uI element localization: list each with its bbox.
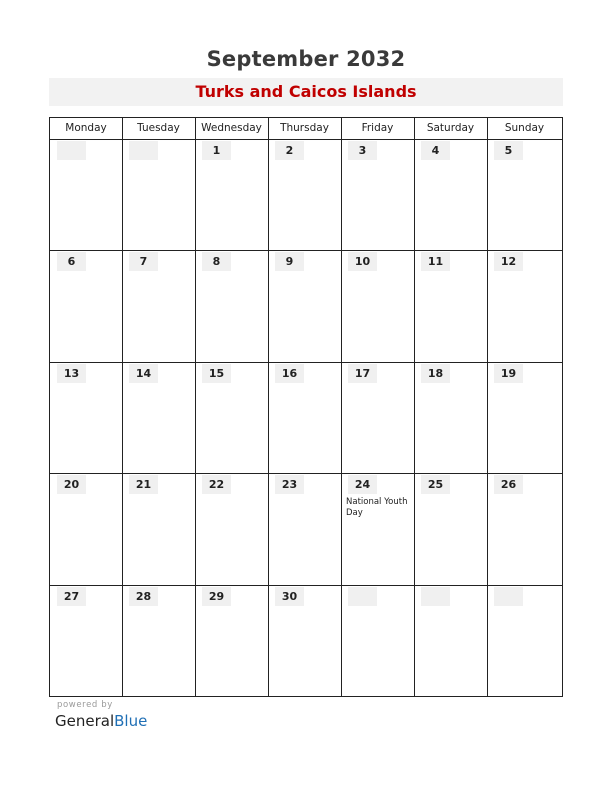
day-number-box (129, 364, 158, 383)
day-number-box (275, 475, 304, 494)
day-cell[interactable] (414, 473, 487, 584)
day-number-box (57, 475, 86, 494)
day-cell[interactable] (487, 585, 562, 696)
day-number-box (421, 364, 450, 383)
country-name: Turks and Caicos Islands (195, 82, 417, 101)
calendar-title: September 2032 (206, 47, 406, 71)
day-cell[interactable] (50, 585, 122, 696)
holiday-event: National Youth Day (346, 497, 408, 518)
weekday-saturday: Saturday (426, 122, 475, 134)
day-number: 17 (354, 367, 371, 380)
day-number-box (421, 587, 450, 606)
day-number: 24 (354, 478, 371, 491)
day-number-box (348, 252, 377, 271)
day-cell[interactable] (195, 250, 268, 361)
day-number-box (494, 141, 523, 160)
day-number: 14 (135, 367, 152, 380)
day-cell[interactable] (487, 139, 562, 250)
day-cell[interactable] (50, 250, 122, 361)
day-number: 16 (281, 367, 298, 380)
weekday-monday: Monday (65, 122, 107, 134)
day-cell[interactable] (268, 473, 341, 584)
day-number: 7 (139, 255, 148, 268)
day-number: 1 (212, 144, 221, 157)
weekday-header-row (50, 118, 562, 140)
day-cell[interactable] (414, 585, 487, 696)
day-number: 18 (427, 367, 444, 380)
day-cell[interactable] (50, 473, 122, 584)
weekday-tuesday: Tuesday (137, 122, 180, 134)
brand-general: General (55, 712, 115, 730)
day-number-box (421, 252, 450, 271)
day-number-box (57, 141, 86, 160)
day-number-box (348, 587, 377, 606)
day-number: 26 (500, 478, 517, 491)
day-number (348, 587, 377, 606)
day-number-box (275, 364, 304, 383)
day-number-box (57, 364, 86, 383)
day-number-box (129, 475, 158, 494)
day-cell[interactable] (341, 250, 414, 361)
day-number-box (421, 141, 450, 160)
day-number: 11 (427, 255, 444, 268)
day-cell[interactable] (268, 585, 341, 696)
day-number-box (348, 141, 377, 160)
day-number-box (494, 364, 523, 383)
day-cell[interactable] (122, 473, 195, 584)
day-number: 2 (285, 144, 294, 157)
weekday-friday: Friday (361, 122, 394, 134)
day-number (129, 141, 158, 160)
day-number: 21 (135, 478, 152, 491)
weekday-thursday: Thursday (280, 122, 329, 134)
weekday-sunday: Sunday (504, 122, 545, 134)
day-number: 27 (63, 590, 80, 603)
day-cell[interactable] (341, 362, 414, 473)
day-number-box (494, 475, 523, 494)
day-number: 29 (208, 590, 225, 603)
day-cell[interactable] (487, 362, 562, 473)
day-number: 25 (427, 478, 444, 491)
day-cell[interactable] (487, 250, 562, 361)
day-cell[interactable] (268, 250, 341, 361)
day-number-box (348, 475, 377, 494)
day-cell[interactable] (122, 585, 195, 696)
day-number: 10 (354, 255, 371, 268)
generalblue-logo[interactable] (55, 712, 147, 730)
day-cell[interactable] (195, 473, 268, 584)
day-number: 22 (208, 478, 225, 491)
day-cell[interactable] (195, 362, 268, 473)
day-number-box (129, 141, 158, 160)
day-number: 6 (67, 255, 76, 268)
day-cell[interactable] (50, 362, 122, 473)
day-number: 9 (285, 255, 294, 268)
day-number-box (275, 587, 304, 606)
day-cell[interactable] (414, 139, 487, 250)
day-cell[interactable] (268, 139, 341, 250)
day-number: 5 (504, 144, 513, 157)
day-number-box (202, 475, 231, 494)
day-number-box (57, 587, 86, 606)
brand-blue: Blue (114, 712, 148, 730)
day-number-box (494, 587, 523, 606)
day-cell[interactable] (414, 250, 487, 361)
day-number: 13 (63, 367, 80, 380)
calendar-grid (49, 117, 563, 697)
day-number-box (202, 141, 231, 160)
day-number-box (421, 475, 450, 494)
day-cell[interactable] (414, 362, 487, 473)
weekday-wednesday: Wednesday (201, 122, 262, 134)
day-cell[interactable] (487, 473, 562, 584)
day-number: 12 (500, 255, 517, 268)
country-banner (49, 78, 563, 106)
day-cell[interactable] (341, 473, 414, 584)
day-number-box (494, 252, 523, 271)
day-number: 8 (212, 255, 221, 268)
day-cell[interactable] (268, 362, 341, 473)
day-cell[interactable] (195, 139, 268, 250)
day-cell[interactable] (122, 250, 195, 361)
day-cell[interactable] (122, 362, 195, 473)
day-cell[interactable] (341, 585, 414, 696)
day-number-box (275, 252, 304, 271)
day-number: 4 (431, 144, 440, 157)
day-number-box (202, 587, 231, 606)
day-number-box (348, 364, 377, 383)
day-number (421, 587, 450, 606)
day-number: 3 (358, 144, 367, 157)
day-number: 20 (63, 478, 80, 491)
day-cell[interactable] (341, 139, 414, 250)
day-number: 28 (135, 590, 152, 603)
day-number: 15 (208, 367, 225, 380)
day-number-box (202, 364, 231, 383)
day-number: 23 (281, 478, 298, 491)
day-number: 19 (500, 367, 517, 380)
day-cell[interactable] (195, 585, 268, 696)
day-number: 30 (281, 590, 298, 603)
day-number-box (57, 252, 86, 271)
day-number-box (129, 252, 158, 271)
day-number-box (202, 252, 231, 271)
powered-by-label: powered by (57, 700, 113, 710)
day-number-box (275, 141, 304, 160)
day-cell[interactable] (122, 139, 195, 250)
day-number-box (129, 587, 158, 606)
day-number (494, 587, 523, 606)
day-number (57, 141, 86, 160)
day-cell[interactable] (50, 139, 122, 250)
